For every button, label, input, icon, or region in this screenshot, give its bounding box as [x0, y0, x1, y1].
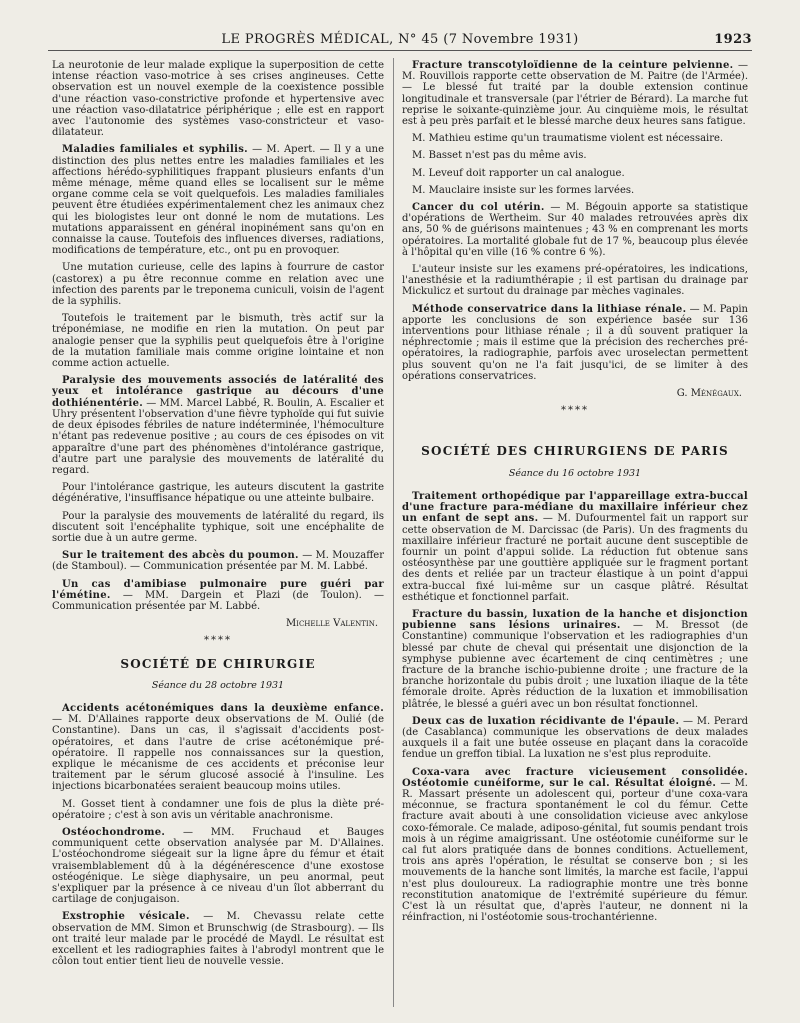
article-title: Exstrophie vésicale. [62, 911, 190, 923]
article-paragraph [52, 911, 384, 967]
article-paragraph [402, 202, 748, 258]
article-paragraph [402, 609, 748, 710]
spacer [402, 428, 748, 436]
article-text: — M. Bressot (de Constantine) communique l'observation et les radiographies d'un blessé par chute de cheval qui présentait une disjonction de la symphyse pubienne avec écartement de cinq centimètres ; une fracture de la branche ischio-pubienne droite ; une fracture de la branche horizontale du pubis droit ; une luxation iliaque de la tête fémorale droite. Après réduction de la luxation et immobilisation plâtrée, le blessé a guéri avec un bon résultat fonctionnel. [402, 620, 748, 710]
article-title: Cancer du col utérin. [412, 202, 545, 214]
article-text: — M. R. Massart présente un adolescent qui, porteur d'une coxa-vara méconnue, se fractura spontanément le col du fémur. Cette fracture avait abouti à une consolidation vicieuse avec ankylose coxo-fémorale. Ce malade, adiposo-génital, fut soumis pendant trois mois à un régime amaigrissant. Une ostéotomie cunéiforme sur le cal fut alors pratiquée dans de bonnes conditions. Actuellement, trois ans après l'opération, le résultat se conserve bon ; si les mouvements de la hanche sont limités, la marche est facile, l'appui n'est plus douloureux. La radiographie montre une très bonne reconstitution anatomique de l'extrémité supérieure du fémur. C'est là un résultat que, d'après l'auteur, ne donnent ni la réinfraction, ni l'ostéotomie sous-trochantérienne. [402, 777, 748, 924]
section-heading: SOCIÉTÉ DES CHIRURGIENS DE PARIS [421, 444, 729, 459]
article-text: — M. Bégouin apporte sa statistique d'opérations de Wertheim. Sur 40 malades retrouvées après dix ans, 50 % de guérisons maintenues ; 43 % en comprenant les morts opératoires. La mortalité globale fut de 17 %, beaucoup plus élevée à l'hôpital qu'en ville (16 % contre 6 %). [402, 202, 748, 258]
article-title: Un cas d'amibiase pulmonaire pure guéri par l'émétine. [52, 578, 384, 601]
article-text: — MM. Fruchaud et Bauges communiquent cette observation analysée par M. D'Allaines. L'ostéochondrome siégeait sur la ligne âpre du fémur et était vraisemblablement dû à la dégénérescence d'une exostose ostéogénique. Le siège diaphysaire, un peu anormal, peut s'expliquer par la présence à ce niveau d'un îlot abberrant du cartilage de conjugaison. [52, 826, 384, 906]
section-ornament: **** [204, 635, 232, 647]
journal-title: LE PROGRÈS MÉDICAL, N° 45 (7 Novembre 1931) [221, 32, 579, 47]
article-paragraph [402, 767, 748, 924]
paragraph: Une mutation curieuse, celle des lapins à fourrure de castor (castorex) a pu être reconnue comme en relation avec une infection des parents par le treponema cuniculi, voisin de l'agent de la syphilis. [52, 262, 384, 308]
paragraph: M. Mathieu estime qu'un traumatisme violent est nécessaire. [412, 133, 724, 145]
article-paragraph [402, 60, 748, 127]
paragraph: La neurotonie de leur malade explique la superposition de cette intense réaction vaso-motrice à ses crises angineuses. Cette observation est un nouvel exemple de la coexistence possible d'une réaction vaso-constrictive profonde et hypertensive avec une réaction vaso-dilatatrice périphérique ; elle est en rapport avec l'autonomie des systèmes vaso-constricteur et vaso-dilatateur. [52, 60, 384, 139]
paragraph: M. Gosset tient à condamner une fois de plus la diète pré-opératoire ; c'est à son avis un véritable anachronisme. [52, 798, 384, 821]
article-text: — M. Mouzaffer (de Stamboul). — Communication présentée par M. M. Labbé. [52, 550, 384, 573]
article-title: Paralysie des mouvements associés de latéralité des yeux et intolérance gastrique au décours d'une dothiénentérie. [52, 375, 384, 409]
article-text: — MM. Marcel Labbé, R. Boulin, A. Escalier et Uhry présentent l'observation d'une fièvre typhoïde qui fut suivie de deux épisodes fébriles de nature indéterminée, l'hémoculture n'étant pas redevenue positive ; au cours de ces épisodes on vit apparaître d'une part des phénomènes d'intolérance gastrique, d'autre part une paralysie des mouvements de latéralité du regard. [52, 397, 384, 476]
article-text: — M. Perard (de Casablanca) communique les observations de deux malades auxquels il a fait une butée osseuse en plaçant dans la coracoïde fendue un greffon tibial. La luxation ne s'est plus reproduite. [402, 715, 748, 761]
article-paragraph [52, 550, 384, 572]
article-text: — M. Apert. — Il y a une distinction des plus nettes entre les maladies familiales et les affections hérédo-syphilitiques frappant plusieurs enfants d'un même ménage, même quand elles se localisent sur le même organe comme cela se voit quelquefois. Les maladies familiales peuvent être étudiées expérimentalement chez les animaux chez qui les biologistes leur ont donné le nom de mutations. Les mutations apparaissent en général inopinément sans qu'on en connaisse la cause. Toutefois des influences diverses, radiations, modifications de température, etc., ont pu en provoquer. [52, 144, 384, 257]
left-column [52, 60, 384, 1013]
column-divider [393, 58, 394, 1007]
session-date: Séance du 16 octobre 1931 [508, 467, 642, 479]
article-paragraph [402, 716, 748, 761]
paragraph: M. Leveuf doit rapporter un cal analogue. [412, 167, 625, 179]
article-title: Fracture transcotyloïdienne de la ceinture pelvienne. [412, 60, 734, 71]
article-paragraph [52, 703, 384, 793]
article-title: Fracture du bassin, luxation de la hanche et disjonction pubienne sans lésions urinaires. [402, 608, 748, 632]
article-title: Deux cas de luxation récidivante de l'épaule. [412, 715, 680, 727]
running-header [48, 28, 752, 51]
paragraph: L'auteur insiste sur les examens pré-opératoires, les indications, l'anesthésie et la radiumthérapie ; il est partisan du drainage par Mickulicz et surtout du drainage par mèches vaginales. [402, 264, 748, 298]
right-column [402, 60, 748, 1013]
article-text: — M. Dufourmentel fait un rapport sur cette observation de M. Darcissac (de Paris). Un des fragments du maxillaire inférieur fracturé ne portait aucune dent susceptible de fournir un point d'appui solide. La réduction fut obtenue sans ostéosynthèse par une gouttière appliquée sur le fragment portant des dents et reliée par un tracteur élastique à un point d'appui extra-buccal fixé lui-même sur un casque plâtré. Résultat esthétique et fonctionnel parfait. [402, 513, 748, 603]
article-text: — M. Rouvillois rapporte cette observation de M. Paitre (de l'Armée). — Le blessé fut traité par la double extension continue longitudinale et transversale (par l'étrier de Bérard). La marche fut reprise le soixante-quinzième jour. Au cinquième mois, le résultat est à peu près parfait et le blessé marche deux heures sans fatigue. [402, 60, 748, 128]
author-signature: Michelle Valentin. [285, 618, 378, 630]
article-text: — M. Papin apporte les conclusions de son expérience basée sur 136 interventions pour lithiase rénale ; il a dû souvent pratiquer la néphrectomie ; mais il estime que la précision des recherches pré-opératoires, la radiographie, parfois avec uroselectan permettent plus souvent qu'on ne l'a fait jusqu'ici, de se limiter à des opérations conservatrices. [402, 303, 748, 382]
article-title: Traitement orthopédique par l'appareillage extra-buccal d'une fracture para-médiane du maxillaire inférieur chez un enfant de sept ans. [402, 490, 748, 525]
article-text: — M. Chevassu relate cette observation de MM. Simon et Brunschwig (de Strasbourg). — Ils ont traité leur malade par le procédé de Maydl. Le résultat est excellent et les radiographies faites à l'abrodyl montrent que le côlon tout entier tient lieu de nouvelle vessie. [52, 911, 384, 968]
page-number: 1923 [714, 32, 752, 47]
paragraph: Toutefois le traitement par le bismuth, très actif sur la tréponémiase, ne modifie en rien la mutation. On peut par analogie penser que la syphilis peut quelquefois être à l'origine de la mutation familiale mais comme origine lointaine et non comme action actuelle. [52, 313, 384, 370]
section-ornament: **** [561, 405, 589, 417]
article-paragraph [52, 144, 384, 256]
article-text: — MM. Dargein et Plazi (de Toulon). — Communication présentée par M. Labbé. [52, 589, 384, 612]
article-title: Coxa-vara avec fracture vicieusement consolidée. Ostéotomie cunéiforme, sur le cal. Résultat éloigné. [402, 766, 748, 789]
article-paragraph [402, 304, 748, 382]
paragraph: M. Mauclaire insiste sur les formes larvées. [412, 184, 635, 196]
section-heading: SOCIÉTÉ DE CHIRURGIE [120, 656, 316, 671]
author-signature: G. Ménégaux. [676, 388, 742, 400]
article-paragraph [52, 579, 384, 613]
article-paragraph [52, 375, 384, 476]
paragraph: Pour la paralysie des mouvements de latéralité du regard, ils discutent soit l'encéphalite typhique, soit une encéphalite de sortie due à un autre germe. [52, 510, 384, 544]
paragraph: Pour l'intolérance gastrique, les auteurs discutent la gastrite dégénérative, l'insuffisance hépatique ou une atteinte bulbaire. [52, 482, 384, 505]
article-paragraph [402, 491, 748, 603]
session-date: Séance du 28 octobre 1931 [151, 679, 285, 691]
paragraph: M. Basset n'est pas du même avis. [412, 150, 587, 162]
article-paragraph [52, 827, 384, 905]
article-title: Sur le traitement des abcès du poumon. [62, 550, 299, 562]
article-text: — M. D'Allaines rapporte deux observations de M. Oulié (de Constantine). Dans un cas, il s'agissait d'accidents post-opératoires, et dans l'autre de crise acétonémique pré-opératoire. Il rappelle nos connaissances sur la question, explique le mécanisme de ces accidents et préconise leur traitement par le sérum glucosé associé à l'insuline. Les injections bicarbonatées seraient beaucoup moins utiles. [52, 714, 384, 793]
article-title: Accidents acétonémiques dans la deuxième enfance. [62, 702, 384, 714]
article-title: Ostéochondrome. [62, 826, 166, 838]
article-title: Maladies familiales et syphilis. [62, 144, 248, 156]
article-title: Méthode conservatrice dans la lithiase rénale. [412, 303, 687, 315]
